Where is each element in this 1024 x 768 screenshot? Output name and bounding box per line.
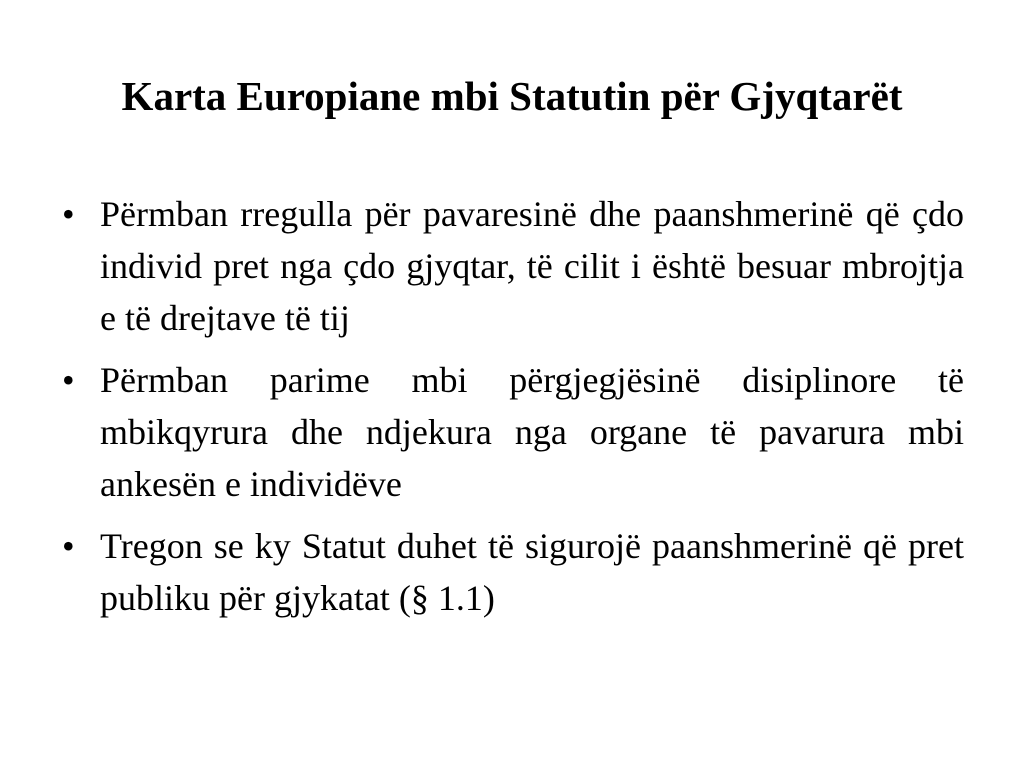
bullet-list	[60, 188, 964, 634]
bullet-dot-icon: •	[62, 526, 75, 566]
bullet-dot-icon: •	[62, 194, 75, 234]
bullet-text: Tregon se ky Statut duhet të sigurojë paanshmerinë që pret publiku për gjykatat (§ 1.1)	[100, 526, 964, 618]
bullet-item	[60, 188, 964, 344]
slide-title: Karta Europiane mbi Statutin për Gjyqtarët	[121, 73, 903, 119]
bullet-item	[60, 520, 964, 624]
bullet-text: Përmban parime mbi përgjegjësinë disiplinore të mbikqyrura dhe ndjekura nga organe të pavarura mbi ankesën e individëve	[100, 360, 964, 504]
bullet-dot-icon: •	[62, 360, 75, 400]
bullet-item	[60, 354, 964, 510]
bullet-text: Përmban rregulla për pavaresinë dhe paanshmerinë që çdo individ pret nga çdo gjyqtar, të cilit i është besuar mbrojtja e të drejtave të tij	[100, 194, 964, 338]
